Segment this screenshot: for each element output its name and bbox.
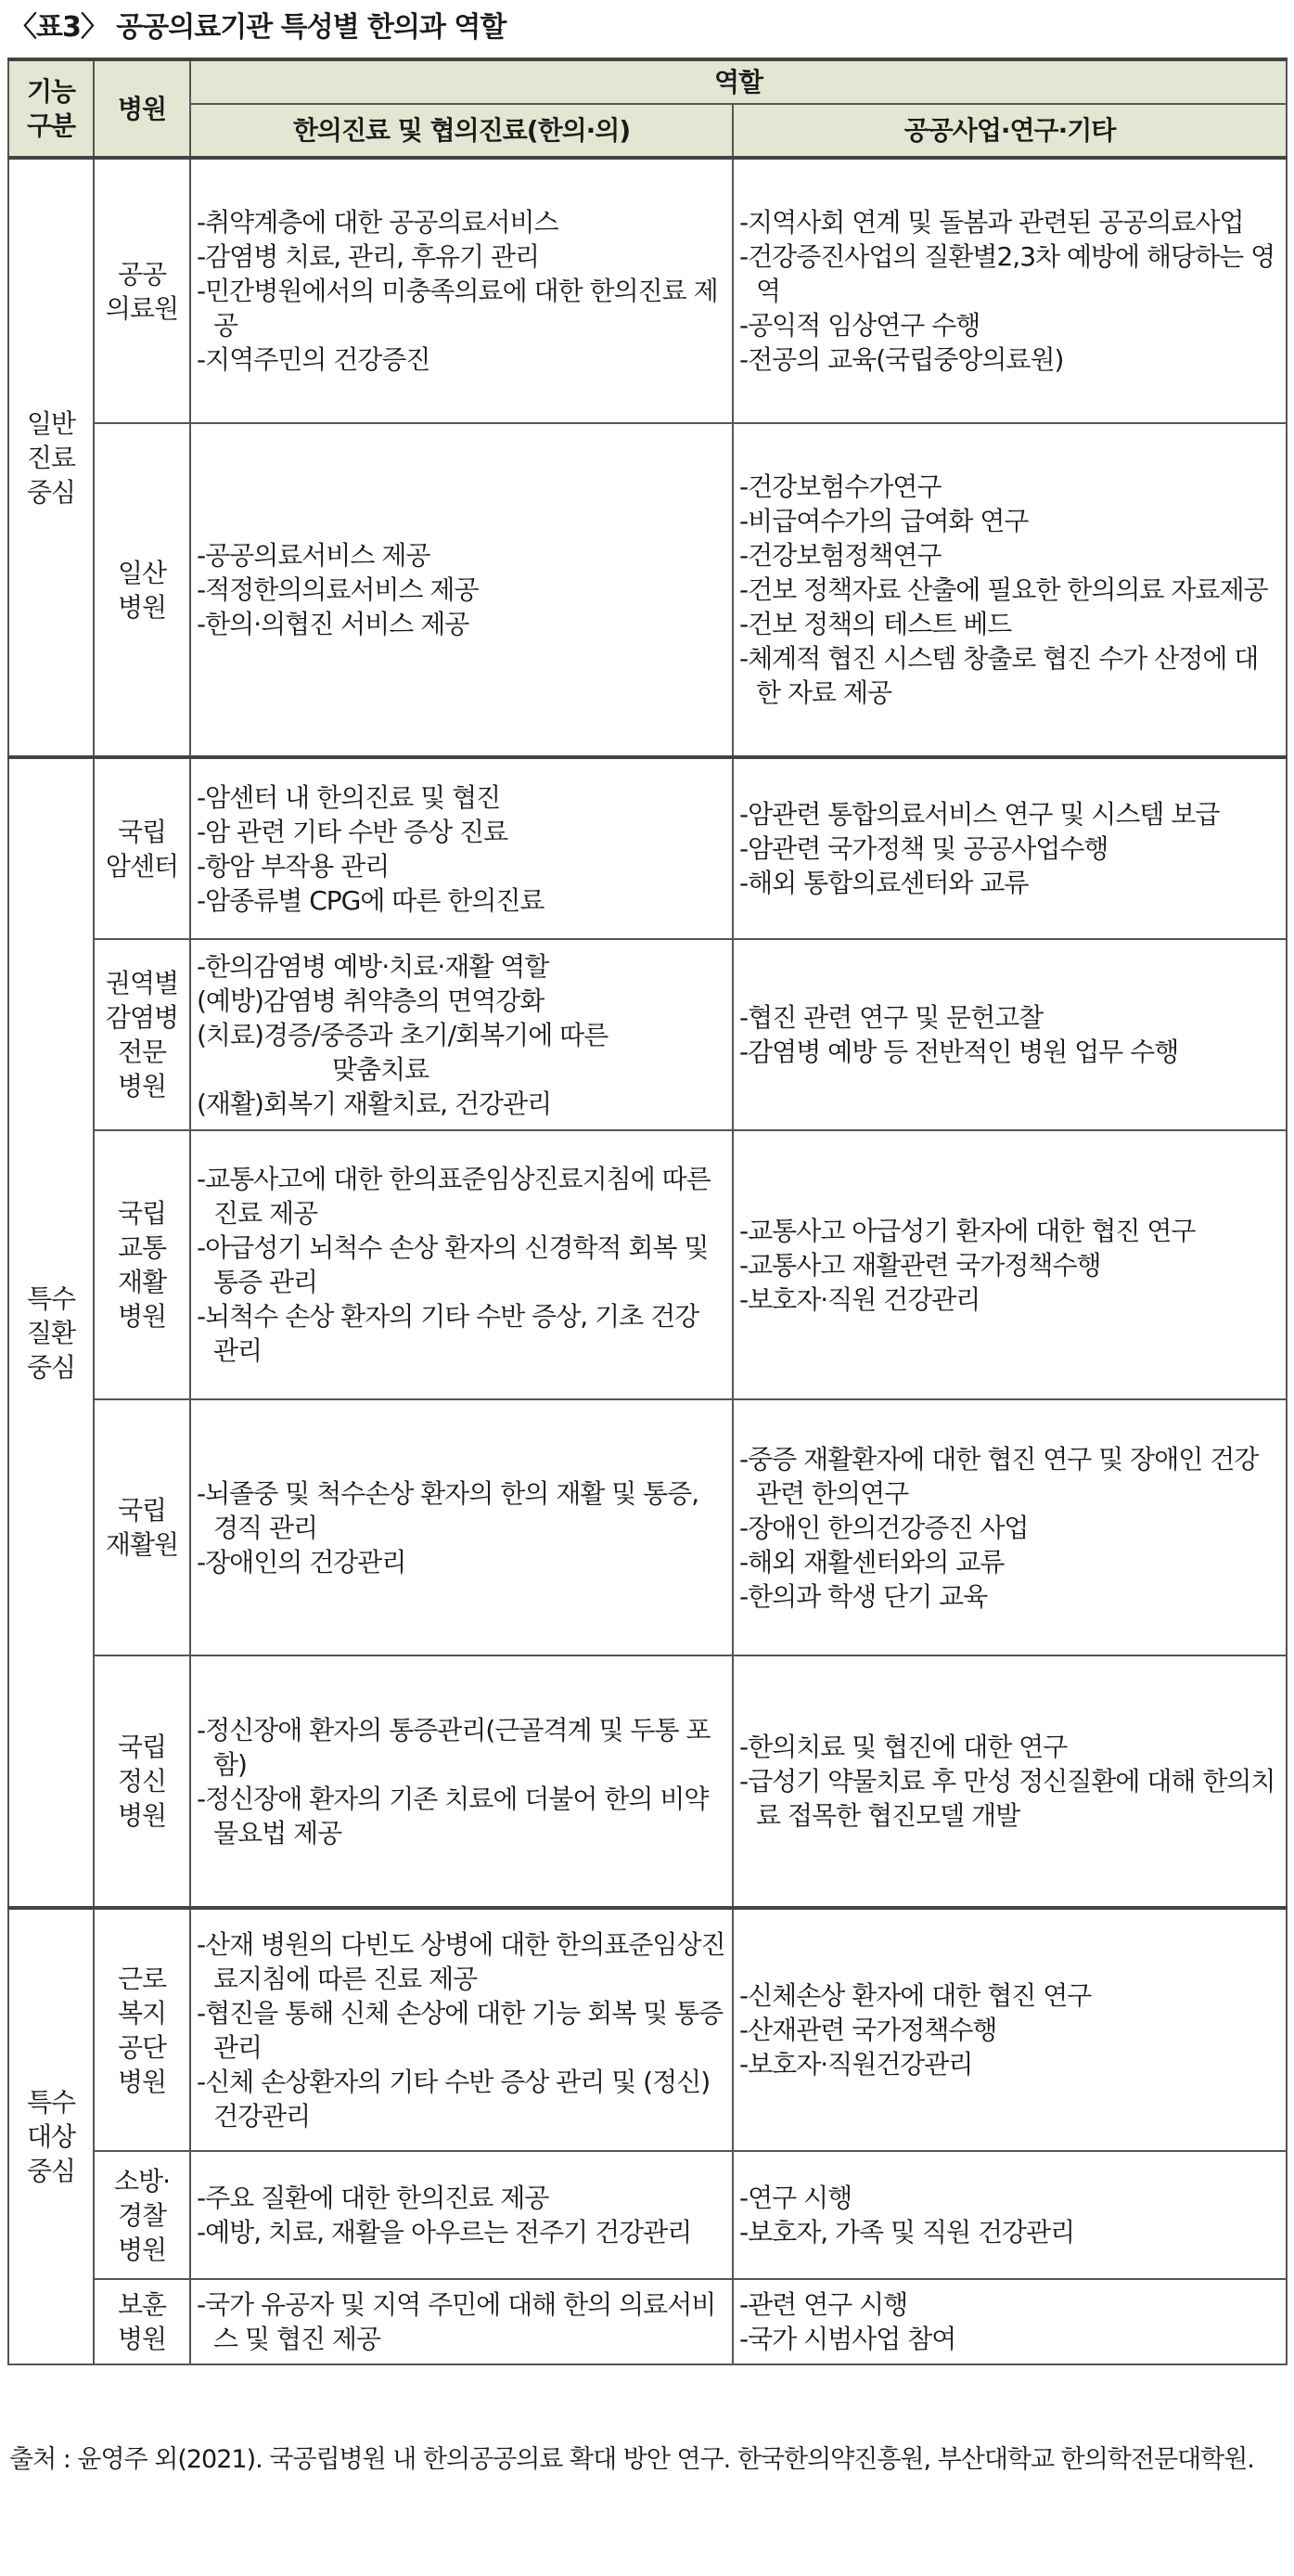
public-cell <box>733 2151 1287 2279</box>
public-item: -신체손상 환자에 대한 협진 연구 <box>739 1980 1092 2011</box>
table-row <box>8 158 1287 423</box>
clinical-item: 맞춤치료 <box>332 1053 429 1085</box>
clinical-item: -정신장애 환자의 통증관리(근골격계 및 두통 포함) <box>197 1714 711 1780</box>
clinical-item: -뇌졸중 및 척수손상 환자의 한의 재활 및 통증, 경직 관리 <box>197 1477 699 1543</box>
public-item: -보호자, 가족 및 직원 건강관리 <box>739 2217 1075 2248</box>
hospital-cell: 공공 의료원 <box>94 158 190 423</box>
public-item: -암관련 통합의료서비스 연구 및 시스템 보급 <box>739 799 1220 830</box>
table-row <box>8 939 1287 1130</box>
header-hospital: 병원 <box>94 59 190 158</box>
public-item: -한의치료 및 협진에 대한 연구 <box>739 1732 1068 1762</box>
public-item: -급성기 약물치료 후 만성 정신질환에 대해 한의치료 접목한 협진모델 개발 <box>739 1766 1275 1831</box>
public-item: -관련 연구 시행 <box>739 2289 908 2320</box>
table-row <box>8 1908 1287 2151</box>
public-item: -암관련 국가정책 및 공공사업수행 <box>739 833 1108 864</box>
clinical-item: -아급성기 뇌척수 손상 환자의 신경학적 회복 및 통증 관리 <box>197 1232 709 1297</box>
clinical-item: (예방)감염병 취약층의 면역강화 <box>197 985 545 1016</box>
hospital-cell: 일산 병원 <box>94 423 190 757</box>
public-cell <box>733 757 1287 939</box>
public-cell <box>733 2279 1287 2364</box>
clinical-cell <box>190 1130 733 1399</box>
public-item: -건보 정책의 테스트 베드 <box>739 609 1012 639</box>
clinical-cell <box>190 1908 733 2151</box>
clinical-item: -한의감염병 예방·치료·재활 역할 <box>197 950 549 982</box>
clinical-item: -신체 손상환자의 기타 수반 증상 관리 및 (정신)건강관리 <box>197 2066 711 2132</box>
hospital-cell: 권역별 감염병 전문 병원 <box>94 939 190 1130</box>
clinical-item: -취약계층에 대한 공공의료서비스 <box>197 207 558 238</box>
clinical-item: -감염병 치료, 관리, 후유기 관리 <box>197 241 540 272</box>
table-row <box>8 1399 1287 1655</box>
public-item: -건강보험수가연구 <box>739 471 942 502</box>
clinical-item: -장애인의 건강관리 <box>197 1546 406 1578</box>
table-row <box>8 2151 1287 2279</box>
clinical-cell <box>190 2279 733 2364</box>
function-cell: 일반 진료 중심 <box>8 158 94 757</box>
clinical-item: (치료)경증/중증과 초기/회복기에 따른 <box>197 1019 609 1050</box>
function-cell: 특수 질환 중심 <box>8 757 94 1908</box>
hospital-cell: 국립 암센터 <box>94 757 190 939</box>
hospital-cell: 근로 복지 공단 병원 <box>94 1908 190 2151</box>
public-item: -보호자·직원건강관리 <box>739 2049 973 2080</box>
clinical-cell <box>190 939 733 1130</box>
clinical-item: -암센터 내 한의진료 및 협진 <box>197 781 501 813</box>
public-item: -국가 시범사업 참여 <box>739 2324 956 2354</box>
clinical-item: -암 관련 기타 수반 증상 진료 <box>197 816 508 847</box>
source-note: 출처 : 윤영주 외(2021). 국공립병원 내 한의공공의료 확대 방안 연구. 한국한의약진흥원, 부산대학교 한의학전문대학원. <box>9 2445 1254 2474</box>
table-row <box>8 757 1287 939</box>
public-item: -건강보험정책연구 <box>739 540 942 571</box>
public-cell <box>733 1908 1287 2151</box>
public-item: -지역사회 연계 및 돌봄과 관련된 공공의료사업 <box>739 207 1244 238</box>
clinical-item: -한의·의협진 서비스 제공 <box>197 609 469 639</box>
public-cell <box>733 1655 1287 1908</box>
public-item: -장애인 한의건강증진 사업 <box>739 1512 1029 1543</box>
clinical-item: -협진을 통해 신체 손상에 대한 기능 회복 및 통증 관리 <box>197 1997 724 2063</box>
clinical-item: -주요 질환에 대한 한의진료 제공 <box>197 2183 549 2213</box>
public-cell <box>733 1399 1287 1655</box>
hospital-cell: 국립 정신 병원 <box>94 1655 190 1908</box>
public-item: -해외 재활센터와의 교류 <box>739 1546 1005 1578</box>
role-table <box>7 58 1288 2365</box>
clinical-cell <box>190 1655 733 1908</box>
clinical-item: -암종류별 CPG에 따른 한의진료 <box>197 884 545 916</box>
public-item: -해외 통합의료센터와 교류 <box>739 868 1029 898</box>
public-item: -전공의 교육(국립중앙의료원) <box>739 344 1064 375</box>
public-item: -협진 관련 연구 및 문헌고찰 <box>739 1002 1044 1033</box>
clinical-item: -적정한의의료서비스 제공 <box>197 574 479 605</box>
clinical-item: -민간병원에서의 미충족의료에 대한 한의진료 제공 <box>197 276 718 341</box>
public-item: -건강증진사업의 질환별2,3차 예방에 해당하는 영역 <box>739 241 1275 306</box>
clinical-item: -교통사고에 대한 한의표준임상진료지침에 따른 진료 제공 <box>197 1164 711 1229</box>
table-title: 〈표3〉 공공의료기관 특성별 한의과 역할 <box>9 11 506 44</box>
clinical-cell <box>190 1399 733 1655</box>
hospital-cell: 보훈 병원 <box>94 2279 190 2364</box>
public-item: -비급여수가의 급여화 연구 <box>739 506 1029 536</box>
clinical-item: -산재 병원의 다빈도 상병에 대한 한의표준임상진료지침에 따른 진료 제공 <box>197 1928 725 1994</box>
hospital-cell: 국립 교통 재활 병원 <box>94 1130 190 1399</box>
public-item: -공익적 임상연구 수행 <box>739 310 980 341</box>
public-item: -감염병 예방 등 전반적인 병원 업무 수행 <box>739 1037 1179 1067</box>
clinical-cell <box>190 158 733 423</box>
clinical-item: (재활)회복기 재활치료, 건강관리 <box>197 1088 552 1119</box>
table-row <box>8 423 1287 757</box>
clinical-item: -정신장애 환자의 기존 치료에 더불어 한의 비약물요법 제공 <box>197 1783 709 1848</box>
public-cell <box>733 939 1287 1130</box>
function-cell: 특수 대상 중심 <box>8 1908 94 2364</box>
clinical-item: -뇌척수 손상 환자의 기타 수반 증상, 기초 건강 관리 <box>197 1301 699 1366</box>
clinical-item: -지역주민의 건강증진 <box>197 344 430 375</box>
clinical-cell <box>190 757 733 939</box>
table-row <box>8 2279 1287 2364</box>
header-clinical: 한의진료 및 협의진료(한의·의) <box>190 104 733 158</box>
public-item: -보호자·직원 건강관리 <box>739 1283 980 1315</box>
table-row <box>8 1655 1287 1908</box>
public-item: -체계적 협진 시스템 창출로 협진 수가 산정에 대한 자료 제공 <box>739 643 1259 708</box>
hospital-cell: 국립 재활원 <box>94 1399 190 1655</box>
header-function: 기능 구분 <box>8 59 94 158</box>
public-item: -한의과 학생 단기 교육 <box>739 1580 988 1612</box>
public-item: -중증 재활환자에 대한 협진 연구 및 장애인 건강관련 한의연구 <box>739 1443 1259 1509</box>
header-public: 공공사업·연구·기타 <box>733 104 1287 158</box>
clinical-item: -국가 유공자 및 지역 주민에 대해 한의 의료서비스 및 협진 제공 <box>197 2289 716 2354</box>
clinical-item: -공공의료서비스 제공 <box>197 540 430 571</box>
public-item: -교통사고 재활관련 국가정책수행 <box>739 1249 1101 1281</box>
clinical-cell <box>190 423 733 757</box>
public-item: -산재관련 국가정책수행 <box>739 2015 997 2045</box>
public-item: -건보 정책자료 산출에 필요한 한의의료 자료제공 <box>739 574 1268 605</box>
public-cell <box>733 158 1287 423</box>
public-cell <box>733 423 1287 757</box>
clinical-item: -항암 부작용 관리 <box>197 850 390 882</box>
clinical-cell <box>190 2151 733 2279</box>
public-item: -교통사고 아급성기 환자에 대한 협진 연구 <box>739 1215 1196 1246</box>
header-role: 역할 <box>190 59 1287 104</box>
clinical-item: -예방, 치료, 재활을 아우르는 전주기 건강관리 <box>197 2217 692 2248</box>
public-cell <box>733 1130 1287 1399</box>
public-item: -연구 시행 <box>739 2183 852 2213</box>
hospital-cell: 소방· 경찰 병원 <box>94 2151 190 2279</box>
table-row <box>8 1130 1287 1399</box>
